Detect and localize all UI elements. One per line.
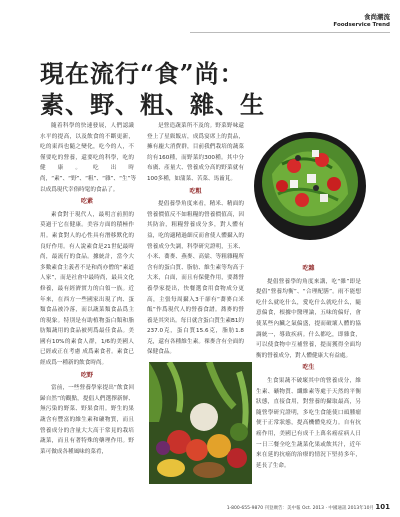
- subheading-vegetarian: 吃素: [80, 198, 93, 206]
- page-footer: [227, 503, 390, 511]
- footer-phone: 1-800-655-9870: [226, 506, 264, 511]
- column-3: [256, 262, 361, 471]
- salad-photo: [252, 124, 369, 242]
- article-title: [40, 58, 265, 120]
- header-divider: [190, 32, 390, 33]
- title-line-2: 素、野、粗、雜、生: [40, 90, 265, 119]
- paragraph-vegetarian: 素食對于現代人，最明言前照的莫過于它在健康。美容方面的積極作用。素食對人的心性具有潛移默化的良好作用。有人說素食是21世紀最時尚，最流行的食品。據統計，當今大多數素食主義者不是和尚亦僧的“素道人家”，而是社會中最時尚，最具文化修養，最有經濟實力的白領一族。近年來，在西方一些國家出現了肉、蛋類食品被冷落，而以蔬菜類食品爲主的現象。特別是有助植物蛋白類和脂肪類蔬用的食品被列爲最佳食品。美國有10%的素食人群，1/6的美國人已經或正在考慮 成爲素食者。素食已經成爲一種新的飲食時尚。: [40, 211, 134, 367]
- section-header: [333, 12, 390, 28]
- paragraph-raw: 生食果蔬不破壞其中的營養成分，維生素、礦物質、纖維素等處于天然的平衡狀態，直接食用，對營養的攝取最高，另隨營學研究證明，多吃生食能使口頭腫瘤便于正常狀態，提高機體免疫力。自有抗癌作用，美國已有成千上萬名癌症病人日一日三餐全吃生蔬菜化果或飲其汁，近年來在延的抗癌的治療的情況下堅持多年，延長了生命。: [256, 377, 361, 469]
- subheading-coarse: 吃粗: [189, 187, 202, 195]
- section-title-en: Foodservice Trend: [333, 22, 390, 28]
- section-title-cn: 食尚潮流: [364, 13, 390, 21]
- intro-paragraph: 隨着科學的快速發展，人們認識水平的提高，以及飲食的不斷更新，吃的東西也隨之變化，吃今的人，不僅要吃的營養，還要吃的科學，吃的健康。吃出時尚，“素”、“野”、“粗”、“雜”、“生”等以成爲現代幸俗時髦的食品了。: [40, 123, 137, 193]
- subheading-raw: 吃生: [302, 364, 315, 372]
- footer-issue: Oct. 2013 · 中國通訊 2013年10月: [301, 506, 374, 511]
- column-1: [40, 121, 137, 457]
- page-number: 101: [375, 503, 390, 511]
- salad-bowl-icon: [252, 124, 369, 242]
- title-line-1: 現在流行“食”尚：: [40, 59, 245, 88]
- paragraph-mixed: 提倡營養學的角度來講，吃“雜”即是提倡“營養均衡”、“合理配膳”。雨不能想吃什么就吃什么，愛吃什么就吃什么，隨意偏食，根據中醫理論，五味的偏好，會使某些內臟之氣偏盛，提而破壞人體的協調統一，導致疾病。什么都吃，即雜食，可以使食物中互補營養，提而獲得全面均衡的營養成分，對人體健康大有益處。: [256, 278, 361, 359]
- vegetables-photo: [149, 362, 252, 484]
- subheading-mixed: 吃雜: [302, 265, 315, 272]
- paragraph-wild: 當前，一些營養學家提出“飲食回歸自然”的觀點，提倡人們選擇新鮮、無污染的野菜、野果食用。野生的果蔬含有豐富的維生素和礦物質，而且營養成分的含量大大高于常見的栽培蔬菜，而且有著特殊的藥理作用。野菜可做成各種風味的菜肴，: [40, 385, 134, 455]
- paragraph-coarse: 提倡養學角度來看，精米、精面的營養價值反不如粗糧的營養價值高，因其防治，粗糧營養成分多，對人體有益，吃的適精過細反而會使人體攝入的營養成分失調，科學研究證明，玉米、小米、蕎麥、燕麥、高粱、等粗雜糧所含有的蛋白質、脂肪、維生素等均高于大米，白面，而且有保健作用，要蕎營養學家提出，快餐選食用食物成分更高，主張每周攝入3千卻有“蕎麥白米飯”作爲現代人的營養食譜。蕎麥的營養是其突出。每日就含蛋白質生素B1約237.0克，蛋白質15.6克，脂肪1.8克，還有各種維生素。裸麥含有全面的保健食品。: [147, 201, 244, 356]
- subheading-wild: 吃野: [80, 371, 93, 379]
- vegetables-icon: [149, 362, 252, 484]
- paragraph-wild-continued: 是營造蔬菜所不及的。野菜野味還登上了星級飯店，成爲宴席上的貴品，擁有龐大消費群，目前我們栽培的蔬菜約有160種，而野菜約300種。其中分布廣、產量大、營養成分高的野菜就有100多種，如蒲菜、苦菜、馬齒莧。: [147, 123, 244, 182]
- footer-title: 刊登廣告：美中報: [264, 506, 301, 511]
- column-2: [147, 121, 244, 358]
